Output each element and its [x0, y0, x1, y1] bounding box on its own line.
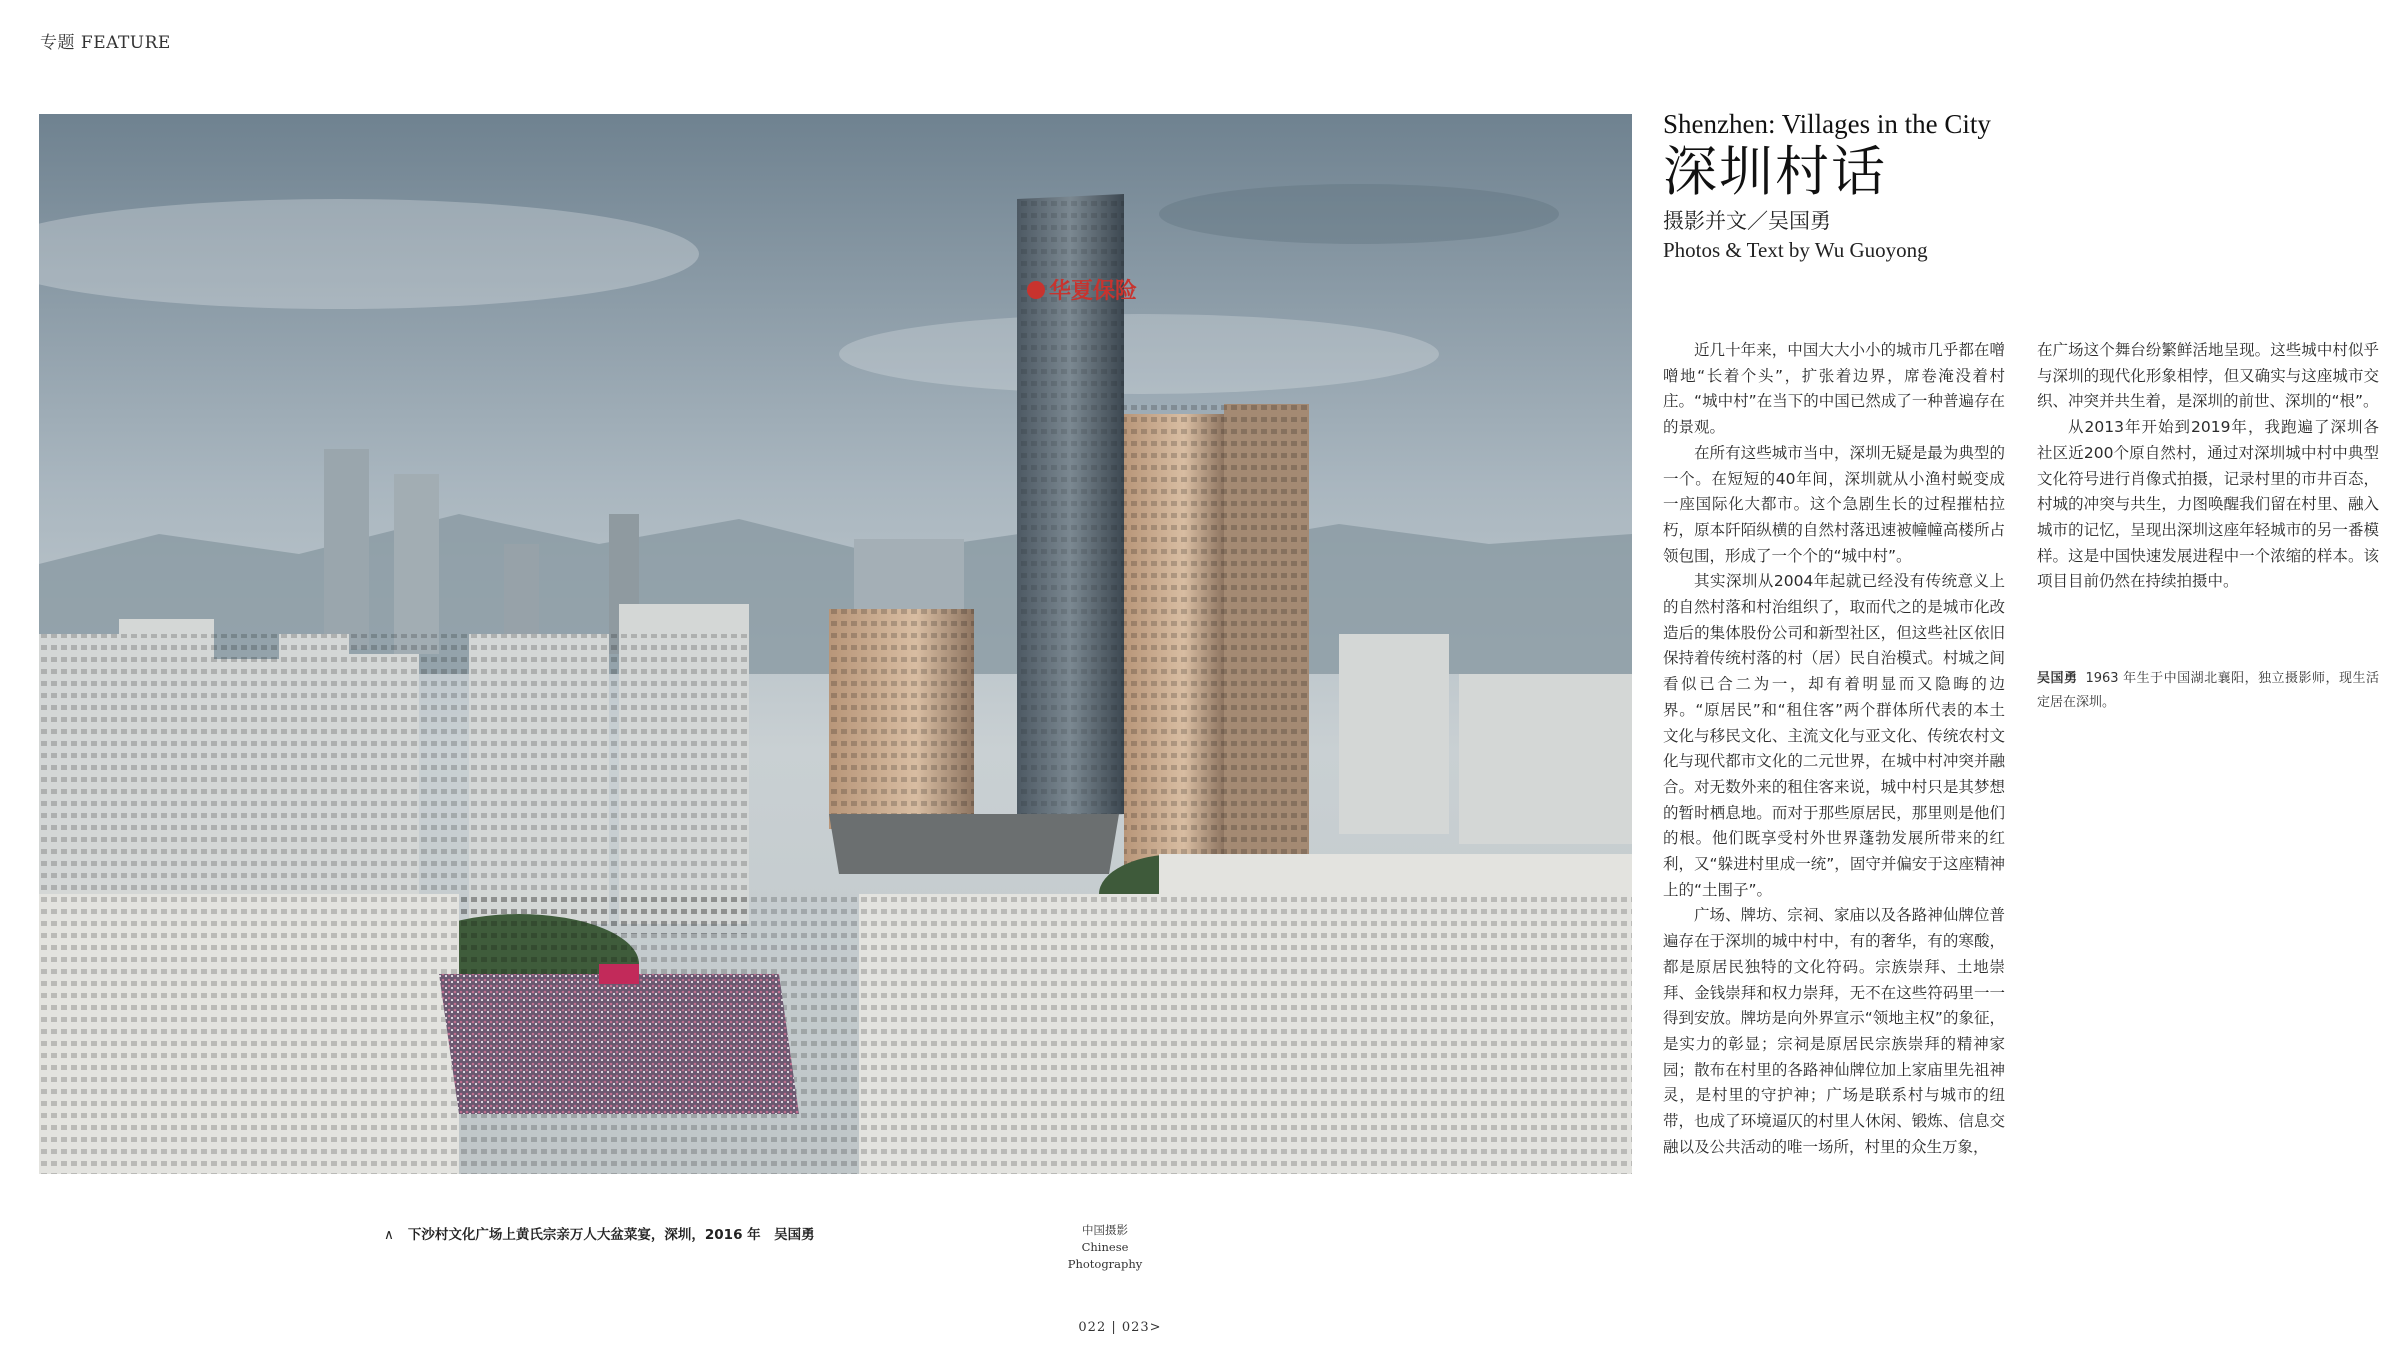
photo-caption: [384, 1223, 815, 1243]
body-column-1: [1663, 338, 2005, 1161]
paragraph: 在所有这些城市当中，深圳无疑是最为典型的一个。在短短的40年间，深圳就从小渔村蜕变成一座国际化大都市。这个急剧生长的过程摧枯拉朽，原本阡陌纵横的自然村落迅速被幢幢高楼所占领包围，形成了一个个的“城中村”。: [1663, 443, 2005, 565]
page-numbers: 022 | 023>: [1078, 1320, 1162, 1335]
author-bio: [2037, 667, 2379, 715]
title-english: Shenzhen: Villages in the City: [1663, 109, 1991, 139]
credit-chinese: 摄影并文／吴国勇: [1663, 209, 1831, 233]
tower-logo: 华夏保险: [1049, 279, 1138, 304]
cityscape-illustration: [39, 114, 1632, 1174]
magazine-name-cn: 中国摄影: [1082, 1223, 1128, 1237]
feature-photo: [39, 114, 1632, 1174]
caption-text: 下沙村文化广场上黄氏宗亲万人大盆菜宴，深圳，2016 年 吴国勇: [407, 1227, 815, 1243]
bio-text: 1963 年生于中国湖北襄阳，独立摄影师，现生活定居在深圳。: [2037, 671, 2379, 710]
section-tag: 专题 FEATURE: [40, 33, 171, 53]
body-column-2: [2037, 338, 2379, 595]
title-chinese: 深圳村话: [1663, 140, 1887, 203]
magazine-name-en-1: Chinese: [1081, 1240, 1129, 1254]
paragraph: 从2013年开始到2019年，我跑遍了深圳各社区近200个原自然村，通过对深圳城中村中典型文化符号进行肖像式拍摄，记录村里的市井百态，村城的冲突与共生，力图唤醒我们留在村里、融入城市的记忆，呈现出深圳这座年轻城市的另一番模样。这是中国快速发展进程中一个浓缩的样本。该项目目前仍然在持续拍摄中。: [2037, 418, 2379, 591]
magazine-name-en-2: Photography: [1067, 1257, 1143, 1271]
credit-english: Photos & Text by Wu Guoyong: [1663, 238, 1928, 262]
bio-name: 吴国勇: [2037, 671, 2078, 686]
paragraph: 广场、牌坊、宗祠、家庙以及各路神仙牌位普遍存在于深圳的城中村中，有的奢华，有的寒酸，都是原居民独特的文化符码。宗族崇拜、土地崇拜、金钱崇拜和权力崇拜，无不在这些符码里一一得到安放。牌坊是向外界宣示“领地主权”的象征，是实力的彰显；宗祠是原居民宗族崇拜的精神家园；散布在村里的各路神仙牌位加上家庙里先祖神灵，是村里的守护神；广场是联系村与城市的纽带，也成了环境逼仄的村里人休闲、锻炼、信息交融以及公共活动的唯一场所，村里的众生万象，: [1663, 906, 2005, 1156]
paragraph-continued: 在广场这个舞台纷繁鲜活地呈现。这些城中村似乎与深圳的现代化形象相悖，但又确实与这座城市交织、冲突并共生着，是深圳的前世、深圳的“根”。: [2037, 341, 2379, 411]
article-title-block: [1663, 106, 2063, 264]
paragraph: 近几十年来，中国大大小小的城市几乎都在噌噌地“长着个头”，扩张着边界，席卷淹没着村庄。“城中村”在当下的中国已然成了一种普遍存在的景观。: [1663, 341, 2005, 437]
caret-up-icon: ∧: [384, 1227, 394, 1243]
magazine-mark: [1040, 1222, 1170, 1273]
paragraph: 其实深圳从2004年起就已经没有传统意义上的自然村落和村治组织了，取而代之的是城市化改造后的集体股份公司和新型社区，但这些社区依旧保持着传统村落的村（居）民自治模式。村城之间看似已合二为一，却有着明显而又隐晦的边界。“原居民”和“租住客”两个群体所代表的本土文化与移民文化、主流文化与亚文化、传统农村文化与现代都市文化的二元世界，在城中村冲突并融合。对无数外来的租住客来说，城中村只是其梦想的暂时栖息地。而对于那些原居民，那里则是他们的根。他们既享受村外世界蓬勃发展所带来的红利，又“躲进村里成一统”，固守并偏安于这座精神上的“土围子”。: [1663, 572, 2005, 899]
